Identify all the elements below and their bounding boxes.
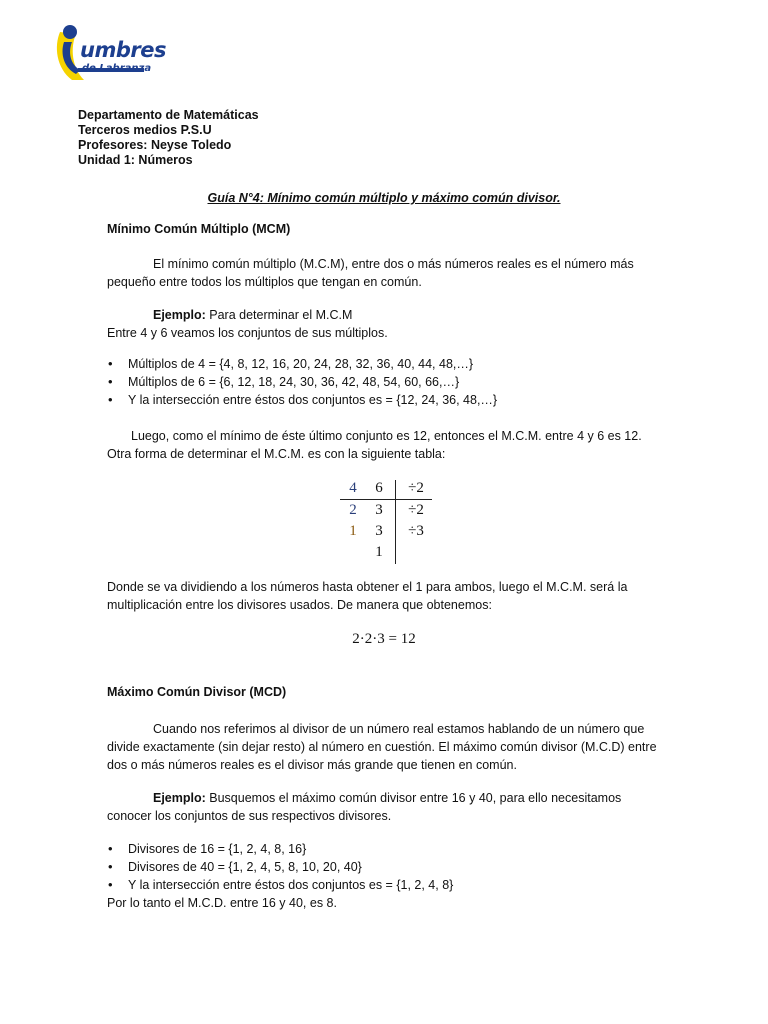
mcm-definition: El mínimo común múltiplo (M.C.M), entre dos o más números reales es el número más pequeño entre todos los múltiplos que tengan en común. <box>107 257 634 289</box>
mcm-division-table <box>336 478 436 566</box>
mcm-example <box>107 306 662 342</box>
header-course: Terceros medios P.S.U <box>78 123 212 137</box>
mcm-example-label: Ejemplo: <box>153 308 206 322</box>
table-cell: 1 <box>349 523 357 539</box>
list-item: • Y la intersección entre éstos dos conjuntos es = {12, 24, 36, 48,…} <box>107 391 497 409</box>
mcd-example-label: Ejemplo: <box>153 791 206 805</box>
header-department: Departamento de Matemáticas <box>78 108 259 122</box>
mcm-heading: Mínimo Común Múltiplo (MCM) <box>107 222 291 236</box>
header-unit: Unidad 1: Números <box>78 153 193 167</box>
mcm-example-text: Para determinar el M.C.M <box>205 308 353 322</box>
guide-title: Guía N°4: Mínimo común múltiplo y máximo común divisor. <box>207 191 561 205</box>
mcd-bullet-list <box>107 840 453 894</box>
logo-sub-text: de Labranza <box>82 63 152 74</box>
mcd-conclusion: Por lo tanto el M.C.D. entre 16 y 40, es 8. <box>107 896 337 910</box>
list-item: • Y la intersección entre éstos dos conjuntos es = {1, 2, 4, 8} <box>107 876 453 894</box>
table-cell: 2 <box>349 502 357 518</box>
header-teachers: Profesores: Neyse Toledo <box>78 138 232 152</box>
mcm-conclusion-line: Luego, como el mínimo de éste último conjunto es 12, entonces el M.C.M. entre 4 y 6 es 12. <box>131 429 642 443</box>
mcm-example-line2: Entre 4 y 6 veamos los conjuntos de sus múltiplos. <box>107 326 388 340</box>
table-cell: 1 <box>375 544 383 560</box>
list-item: • Múltiplos de 6 = {6, 12, 18, 24, 30, 36, 42, 48, 54, 60, 66,…} <box>107 373 497 391</box>
list-item: • Divisores de 16 = {1, 2, 4, 8, 16} <box>107 840 453 858</box>
table-vertical-line <box>395 480 396 564</box>
mcm-formula: 2·2·3 = 12 <box>352 631 416 647</box>
mcd-example <box>107 789 662 825</box>
school-logo <box>50 24 166 86</box>
logo-main-text: umbres <box>80 38 166 62</box>
mcd-example-text: Busquemos el máximo común divisor entre 16 y 40, para ello necesitamos conocer los conjuntos de sus respectivos divisores. <box>107 791 622 823</box>
table-cell: 3 <box>375 523 383 539</box>
table-cell: ÷2 <box>408 502 424 518</box>
table-cell: 3 <box>375 502 383 518</box>
mcm-bullet-list <box>107 355 497 409</box>
list-item: • Múltiplos de 4 = {4, 8, 12, 16, 20, 24, 28, 32, 36, 40, 44, 48,…} <box>107 355 497 373</box>
document-header <box>78 108 259 168</box>
mcd-heading: Máximo Común Divisor (MCD) <box>107 685 287 699</box>
mcm-after-table: Donde se va dividiendo a los números hasta obtener el 1 para ambos, luego el M.C.M. será la multiplicación entre los divisores usados. De manera que obtenemos: <box>107 580 628 612</box>
mcm-conclusion <box>107 427 662 463</box>
table-cell: 6 <box>375 480 383 496</box>
list-item: • Divisores de 40 = {1, 2, 4, 5, 8, 10, 20, 40} <box>107 858 453 876</box>
mcd-definition: Cuando nos referimos al divisor de un número real estamos hablando de un número que divide exactamente (sin dejar resto) al número en cuestión. El máximo común divisor (M.C.D) entre dos o más números reales es el divisor más grande que tienen en común. <box>107 722 657 772</box>
table-cell: ÷3 <box>408 523 424 539</box>
mcm-table-intro: Otra forma de determinar el M.C.M. es con la siguiente tabla: <box>107 447 446 461</box>
table-cell: ÷2 <box>408 480 424 496</box>
table-cell: 4 <box>349 480 357 496</box>
